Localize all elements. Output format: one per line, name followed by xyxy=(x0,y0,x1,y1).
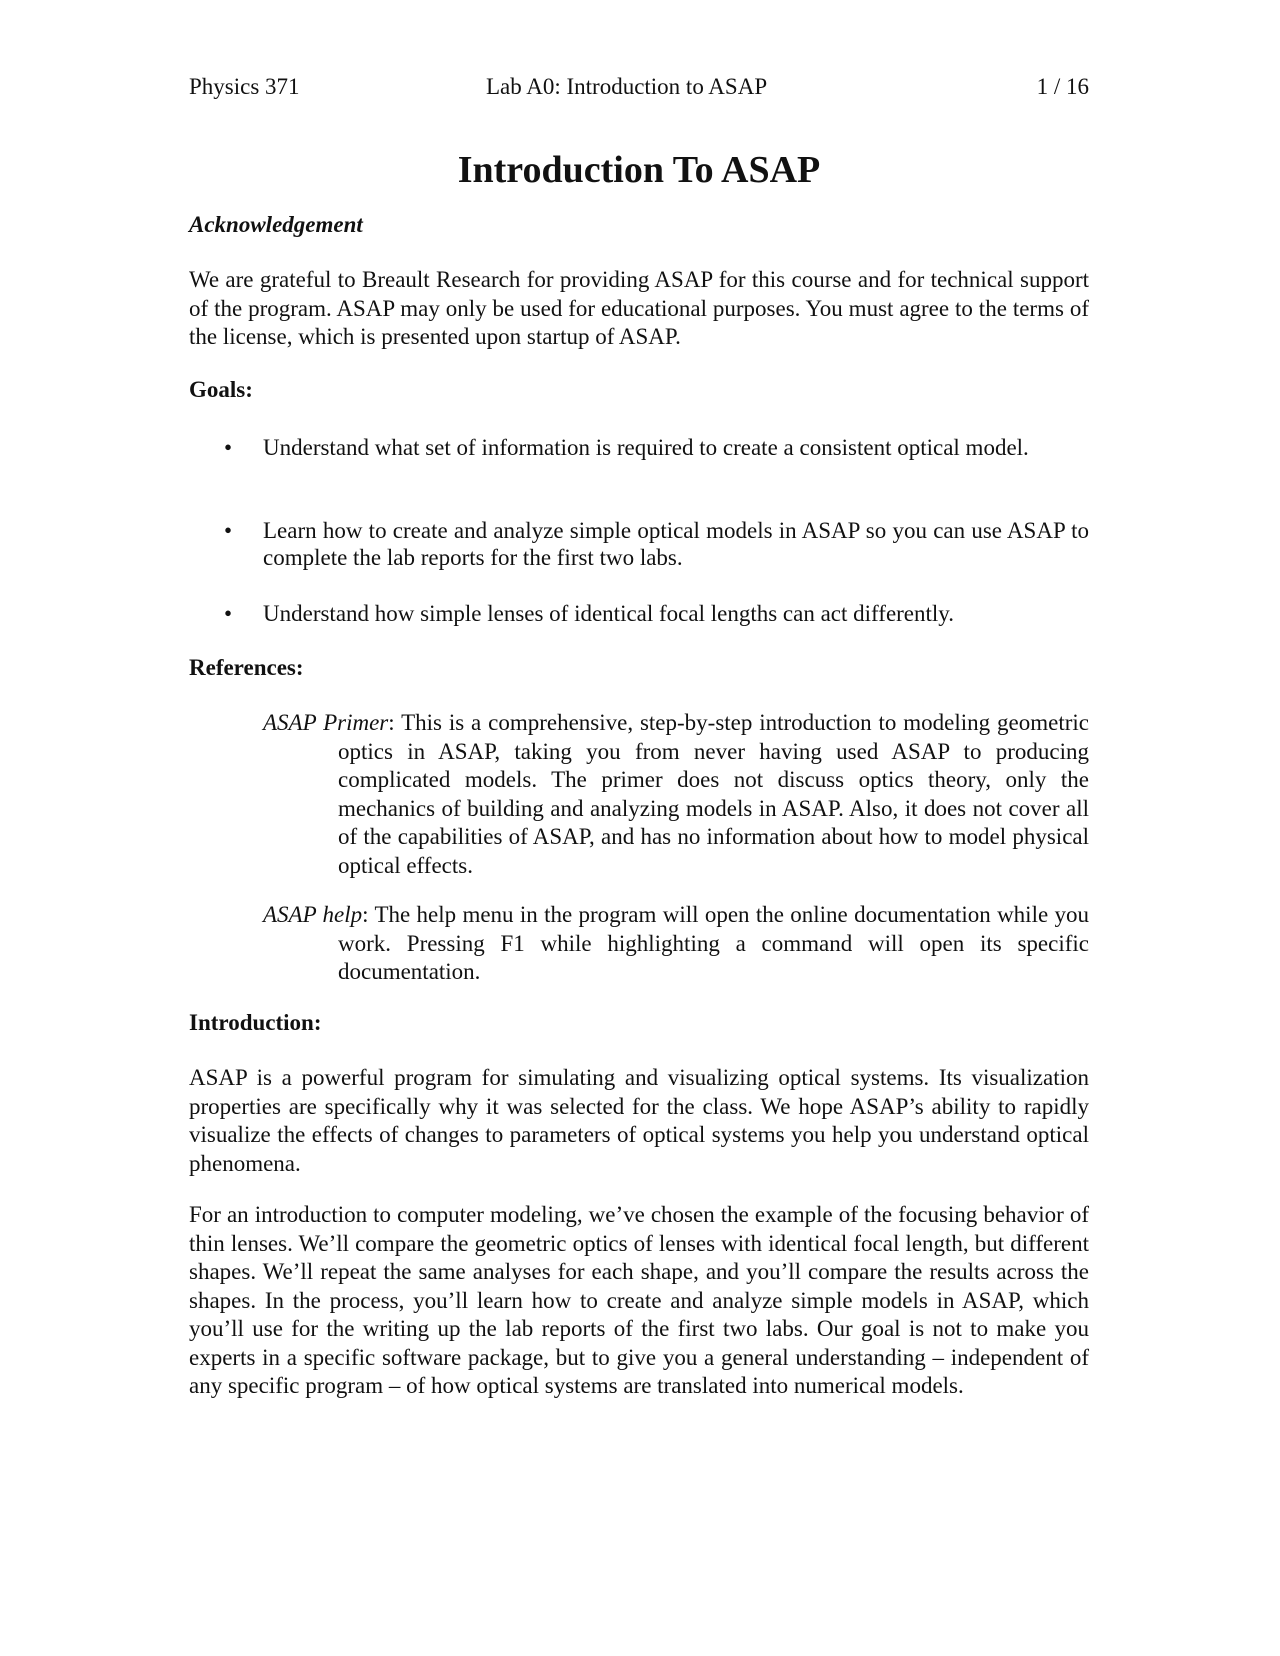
reference-name: ASAP help xyxy=(263,902,363,927)
goal-text: Understand what set of information is required to create a consistent optical model. xyxy=(263,435,1029,460)
reference-description: : The help menu in the program will open the online documentation while you work. Pressing F1 while highlighting a command will open its specific documentation. xyxy=(338,902,1089,984)
goals-heading: Goals: xyxy=(189,377,253,402)
goal-text: Learn how to create and analyze simple optical models in ASAP so you can use ASAP to complete the lab reports for the first two labs. xyxy=(263,518,1089,570)
introduction-paragraph: For an introduction to computer modeling, we’ve chosen the example of the focusing behavior of thin lenses. We’ll compare the geometric optics of lenses with identical focal length, but different shapes. We’ll repeat the same analyses for each shape, and you’ll compare the results across the shapes. In the process, you’ll learn how to create and analyze simple models in ASAP, which you’ll use for the writing up the lab reports of the first two labs. Our goal is not to make you experts in a specific software package, but to give you a general understanding – independent of any specific program – of how optical systems are translated into numerical models. xyxy=(189,1202,1089,1398)
reference-asap-help xyxy=(263,901,1089,987)
lab-title: Lab A0: Introduction to ASAP xyxy=(486,74,768,99)
course-name: Physics 371 xyxy=(189,74,300,99)
introduction-paragraph: ASAP is a powerful program for simulating and visualizing optical systems. Its visualization properties are specifically why it was selected for the class. We hope ASAP’s ability to rapidly visualize the effects of changes to parameters of optical systems you help you understand optical phenomena. xyxy=(189,1065,1089,1176)
bullet-icon: • xyxy=(224,435,233,460)
references-heading: References: xyxy=(189,655,304,680)
bullet-icon: • xyxy=(224,601,233,626)
reference-name: ASAP Primer xyxy=(263,710,389,735)
page-number: 1 / 16 xyxy=(1036,74,1089,99)
reference-asap-primer xyxy=(263,709,1089,880)
introduction-heading: Introduction: xyxy=(189,1010,322,1035)
acknowledgement-heading: Acknowledgement xyxy=(189,212,363,237)
goal-text: Understand how simple lenses of identical focal lengths can act differently. xyxy=(263,601,955,626)
page-header xyxy=(189,74,1089,104)
reference-description: : This is a comprehensive, step-by-step introduction to modeling geometric optics in ASAP, taking you from never having used ASAP to producing complicated models. The primer does not discuss optics theory, only the mechanics of building and analyzing models in ASAP. Also, it does not cover all of the capabilities of ASAP, and has no information about how to model physical optical effects. xyxy=(338,710,1089,878)
bullet-icon: • xyxy=(224,518,233,543)
document-title: Introduction To ASAP xyxy=(457,149,821,191)
acknowledgement-text: We are grateful to Breault Research for providing ASAP for this course and for technical support of the program. ASAP may only be used for educational purposes. You must agree to the terms of the license, which is presented upon startup of ASAP. xyxy=(189,267,1089,349)
